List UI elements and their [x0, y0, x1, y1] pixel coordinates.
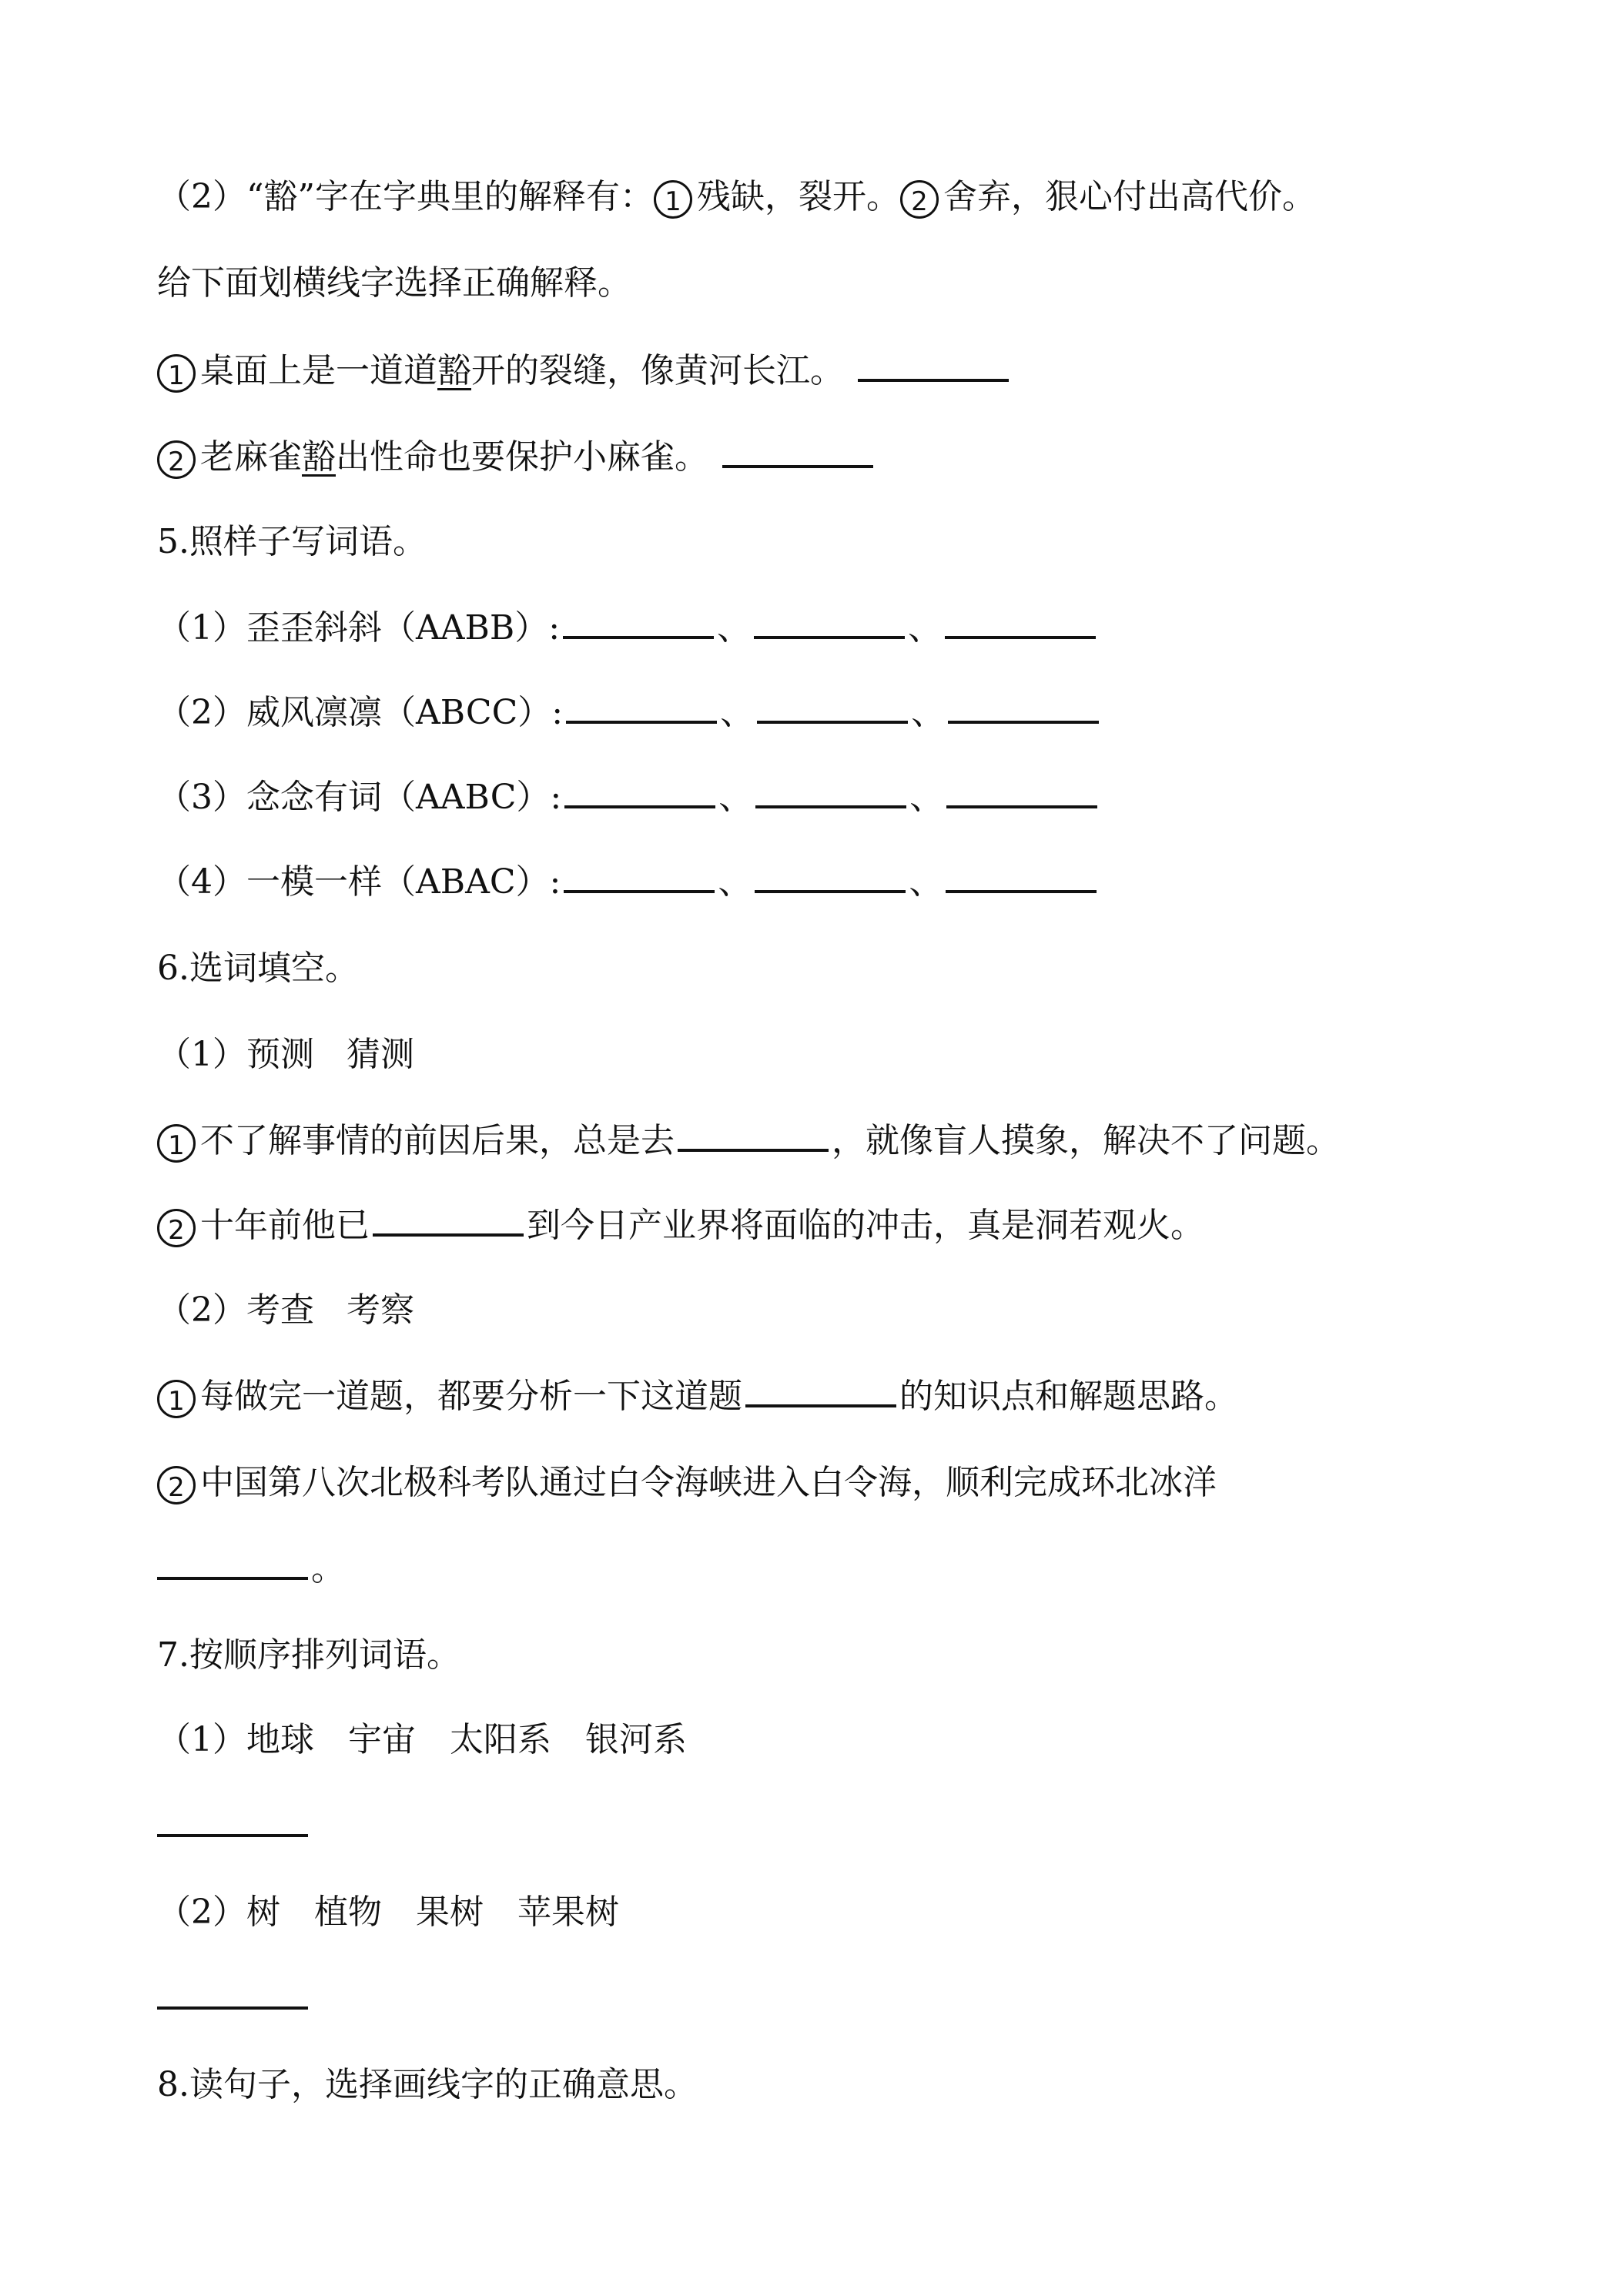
answer-blank[interactable]: [946, 775, 1097, 808]
word: 太阳系: [450, 1720, 551, 1759]
circled-number: 2: [157, 1209, 196, 1247]
q6-part1-sentence-2: 2 十年前他已 到今日产业界将面临的冲击，真是洞若观火。: [157, 1203, 1508, 1249]
word: 植物: [314, 1893, 382, 1932]
answer-blank[interactable]: [755, 775, 906, 808]
question-7-title: 7.按顺序排列词语。: [157, 1635, 460, 1675]
q4-sentence-1: 1 桌面上是一道道豁开的裂缝，像黄河长江。: [157, 348, 1508, 394]
answer-blank[interactable]: [563, 605, 714, 639]
answer-blank[interactable]: [722, 434, 873, 468]
word: 宇宙: [348, 1720, 416, 1759]
underlined-char: 豁: [302, 437, 336, 477]
q5-item-2: （2）威风凛凛（ABCC）: 、 、: [157, 690, 1508, 736]
q4-part2-instruction: 给下面划横线字选择正确解释。: [157, 263, 631, 303]
q5-item-1: （1）歪歪斜斜（AABB）: 、 、: [157, 605, 1508, 651]
circled-number: 1: [157, 354, 196, 393]
q6-part2-sentence-2: 2 中国第八次北极科考队通过白令海峡进入白令海，顺利完成环北冰洋: [157, 1460, 1508, 1506]
answer-blank[interactable]: [564, 775, 715, 808]
q7-part1-answer-line: [157, 1803, 1508, 1849]
answer-blank[interactable]: [566, 690, 717, 724]
answer-blank[interactable]: [678, 1118, 829, 1152]
answer-blank[interactable]: [946, 859, 1097, 893]
q6-part1-options: （1）预测 猜测: [157, 1035, 414, 1074]
question-8-title: 8.读句子，选择画线字的正确意思。: [157, 2065, 698, 2104]
word: 苹果树: [517, 1893, 619, 1932]
q7-part1-words: （1）地球 宇宙 太阳系 银河系: [157, 1720, 687, 1759]
answer-blank[interactable]: [564, 859, 715, 893]
answer-blank[interactable]: [945, 605, 1096, 639]
answer-blank[interactable]: [858, 348, 1009, 382]
q4-sentence-2: 2 老麻雀豁出性命也要保护小麻雀。: [157, 434, 1508, 480]
circled-number: 2: [900, 180, 939, 219]
question-6-title: 6.选词填空。: [157, 949, 359, 988]
answer-blank[interactable]: [157, 1546, 308, 1580]
circled-number: 1: [654, 180, 692, 219]
circled-number: 2: [157, 440, 196, 479]
answer-blank[interactable]: [755, 859, 906, 893]
q7-part2-answer-line: [157, 1976, 1508, 2022]
q6-part2-options: （2）考查 考察: [157, 1290, 414, 1330]
circled-number: 1: [157, 1380, 196, 1418]
answer-blank[interactable]: [948, 690, 1099, 724]
circled-number: 2: [157, 1466, 196, 1504]
q6-part2-sentence-1: 1 每做完一道题，都要分析一下这道题 的知识点和解题思路。: [157, 1374, 1508, 1420]
word: 果树: [416, 1893, 484, 1932]
q7-part2-words: （2）树 植物 果树 苹果树: [157, 1893, 619, 1932]
answer-blank[interactable]: [373, 1203, 524, 1237]
underlined-char: 豁: [437, 351, 471, 390]
answer-blank[interactable]: [157, 1803, 308, 1837]
answer-blank[interactable]: [745, 1374, 896, 1407]
answer-blank[interactable]: [157, 1976, 308, 2010]
word: 地球: [246, 1720, 314, 1759]
q6-part2-sentence-2-continued: 。: [157, 1546, 1508, 1592]
circled-number: 1: [157, 1124, 196, 1163]
question-5-title: 5.照样子写词语。: [157, 522, 427, 561]
word: 银河系: [585, 1720, 687, 1759]
q6-part1-sentence-1: 1 不了解事情的前因后果，总是去 ，就像盲人摸象，解决不了问题。: [157, 1118, 1508, 1164]
q5-item-3: （3）念念有词（AABC）: 、 、: [157, 775, 1508, 821]
answer-blank[interactable]: [754, 605, 905, 639]
word: 树: [246, 1893, 280, 1932]
q4-part2-definition: （2）“豁”字在字典里的解释有： 1 残缺，裂开。 2 舍弃，狠心付出高代价。: [157, 177, 1316, 217]
q5-item-4: （4）一模一样（ABAC）: 、 、: [157, 859, 1508, 905]
answer-blank[interactable]: [757, 690, 908, 724]
